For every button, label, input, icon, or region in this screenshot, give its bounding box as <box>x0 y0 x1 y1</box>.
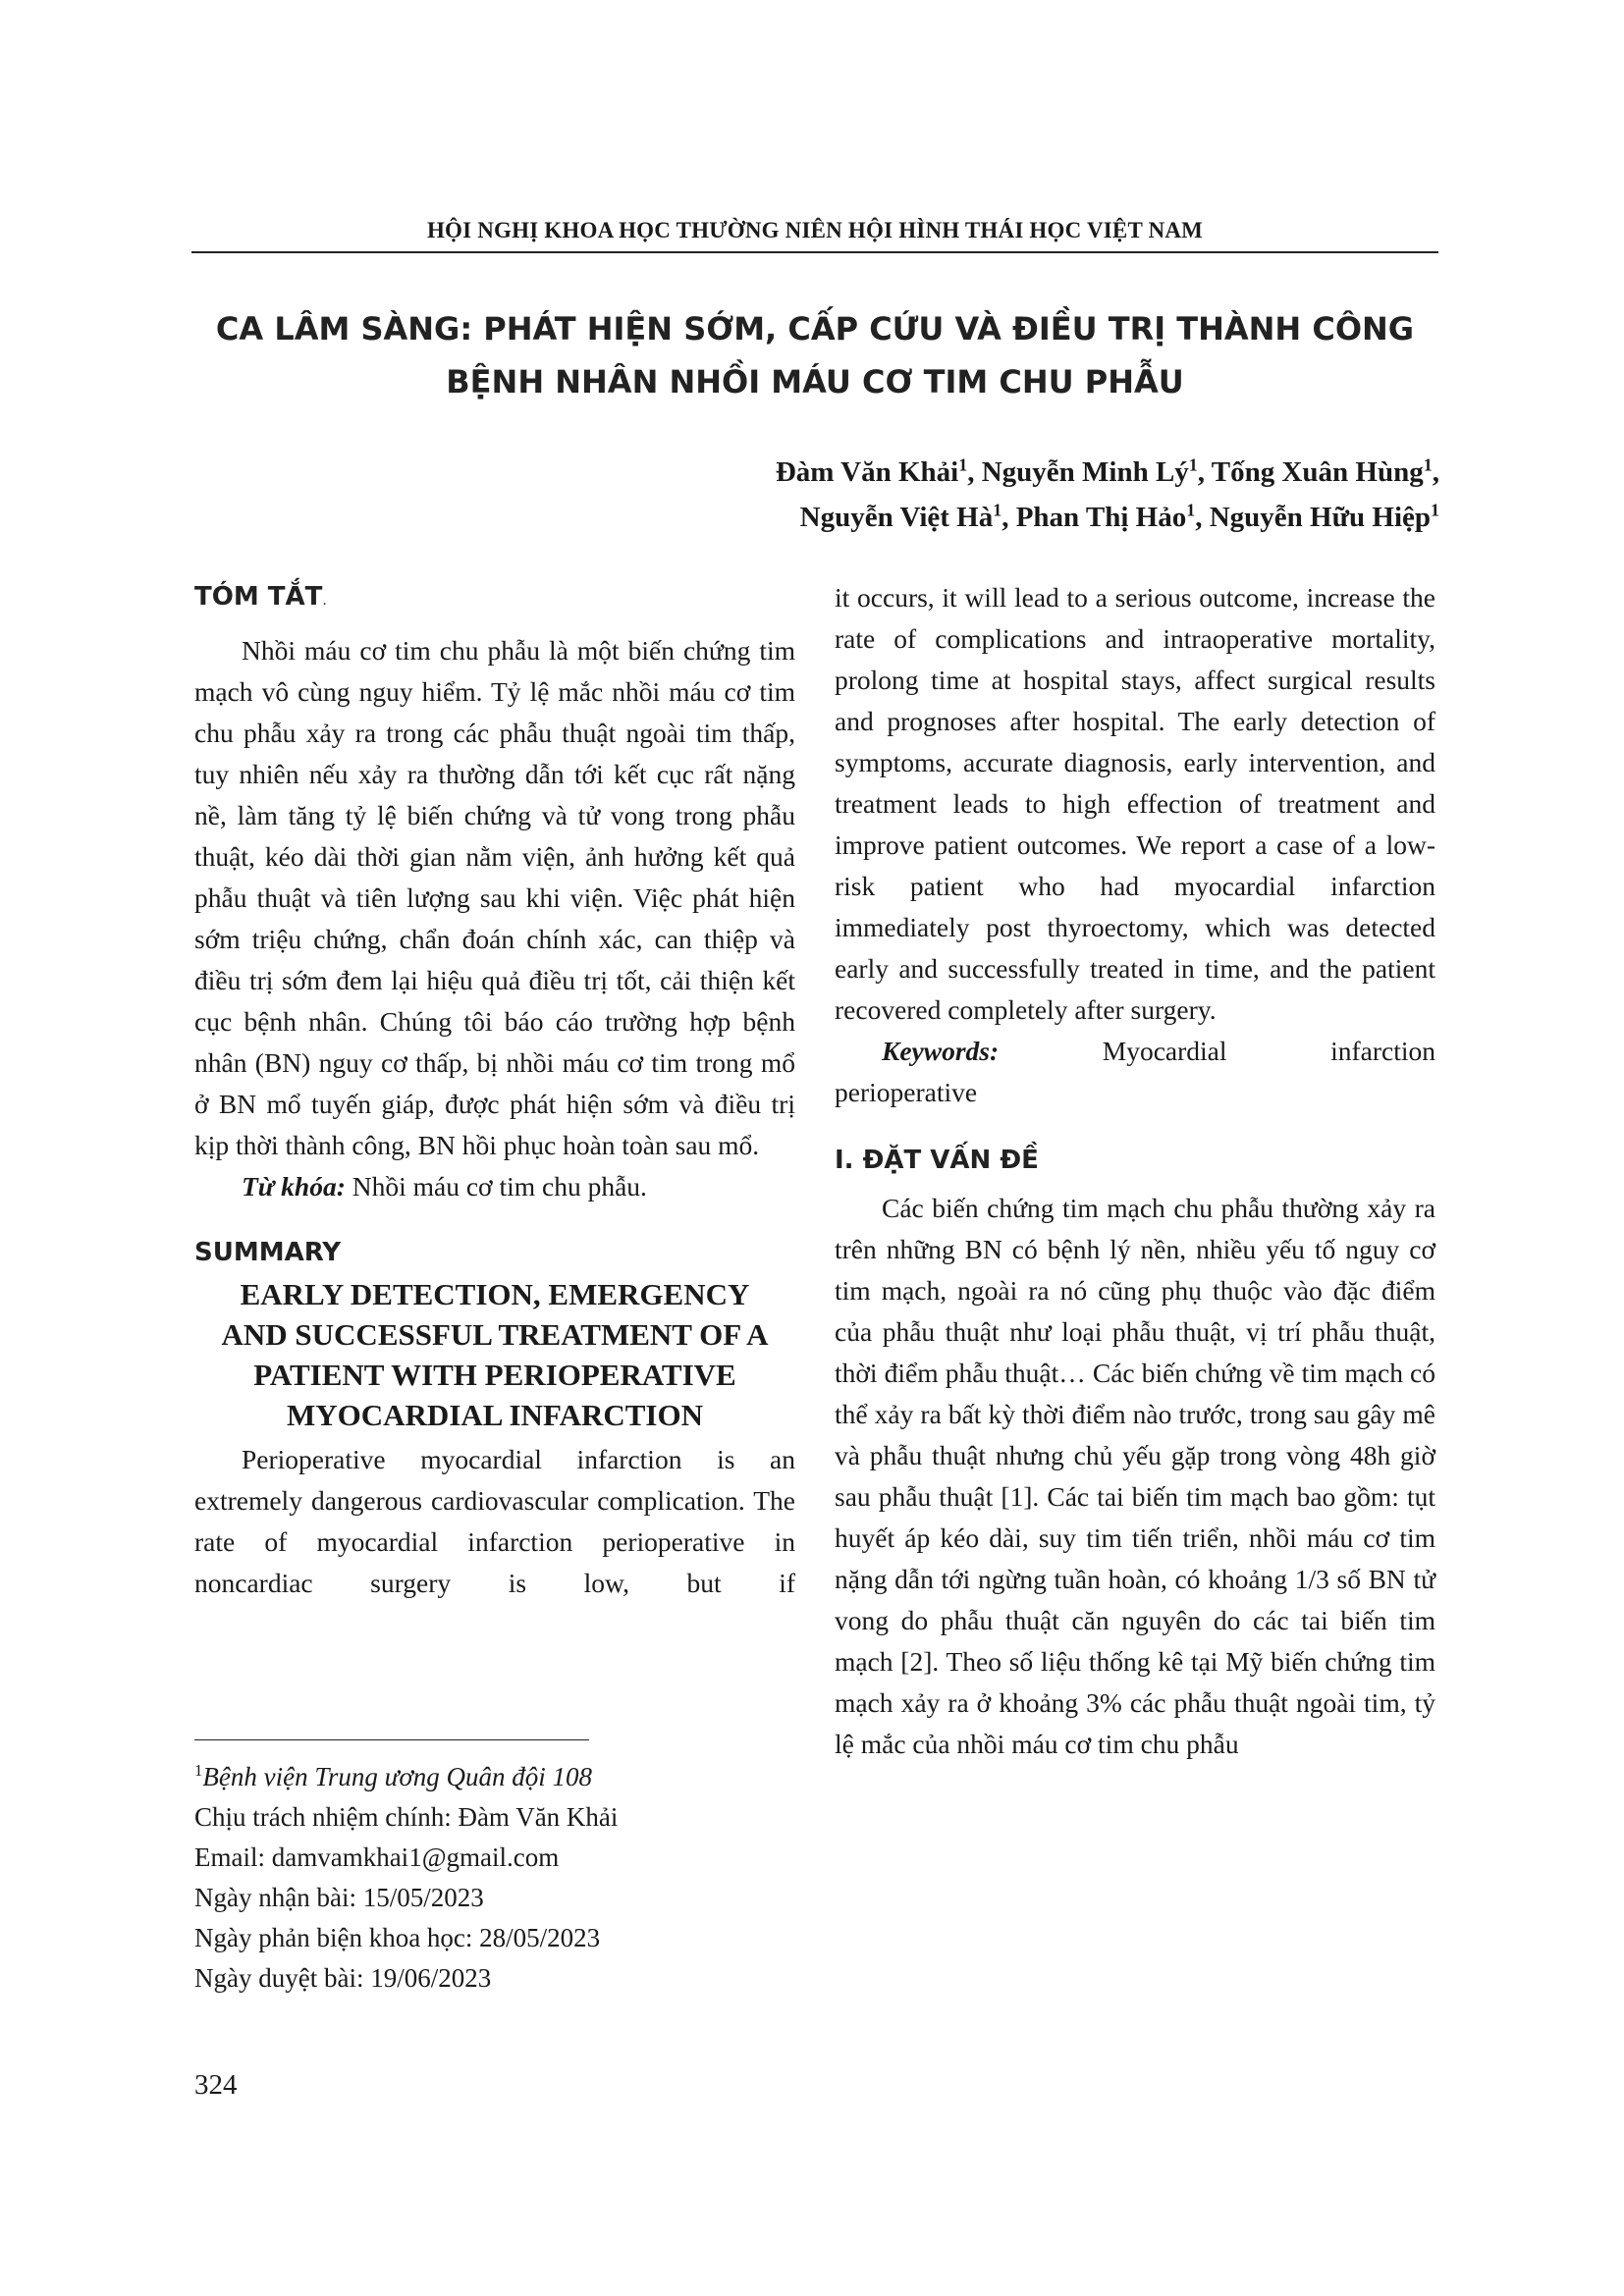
author-name: Nguyễn Việt Hà <box>799 502 994 533</box>
author-separator: , <box>1001 502 1016 533</box>
author-line-2 <box>776 495 1439 540</box>
author-name: Phan Thị Hảo <box>1015 502 1187 533</box>
section-body: Các biến chứng tim mạch chu phẫu thường xảy ra trên những BN có bệnh lý nền, nhiều yếu tố nguy cơ tim mạch, ngoài ra nó cũng phụ thuộc vào đặc điểm của phẫu thuật như loại phẫu thuật, vị trí phẫu thuật, thời điểm phẫu thuật… Các biến chứng về tim mạch có thể xảy ra bất kỳ thời điểm nào trước, trong sau gây mê và phẫu thuật nhưng chủ yếu gặp trong vòng 48h giờ sau phẫu thuật [1]. Các tai biến tim mạch bao gồm: tụt huyết áp kéo dài, suy tim tiến triển, nhồi máu cơ tim nặng dẫn tới ngừng tuần hoàn, có khoảng 1/3 số BN tử vong do phẫu thuật căn nguyên do các tai biến tim mạch [2]. Theo số liệu thống kê tại Mỹ biến chứng tim mạch xảy ra ở khoảng 3% các phẫu thuật ngoài tim, tỷ lệ mắc của nhồi máu cơ tim chu phẫu <box>835 1193 1435 1759</box>
author-name: Nguyễn Hữu Hiệp <box>1209 502 1432 533</box>
author-separator: , <box>1197 456 1212 488</box>
abstract-body: Nhồi máu cơ tim chu phẫu là một biến chứng tim mạch vô cùng nguy hiểm. Tỷ lệ mắc nhồi máu cơ tim chu phẫu xảy ra trong các phẫu thuật ngoài tim thấp, tuy nhiên nếu xảy ra thường dẫn tới kết cục rất nặng nề, làm tăng tỷ lệ biến chứng và tử vong trong phẫu thuật, kéo dài thời gian nằm viện, ảnh hưởng kết quả phẫu thuật và tiên lượng sau khi viện. Việc phát hiện sớm triệu chứng, chẩn đoán chính xác, can thiệp và điều trị sớm đem lại hiệu quả điều trị tốt, cải thiện kết cục bệnh nhân. Chúng tôi báo cáo trường hợp bệnh nhân (BN) nguy cơ thấp, bị nhồi máu cơ tim trong mổ ở BN mổ tuyến giáp, được phát hiện sớm và điều trị kịp thời thành công, BN hồi phục hoàn toàn sau mổ. <box>194 635 795 1160</box>
author-separator: , <box>1432 456 1439 488</box>
author-line-1 <box>776 450 1439 495</box>
abstract-heading-mark: . <box>322 593 327 609</box>
footnote-received: Ngày nhận bài: 15/05/2023 <box>194 1883 484 1912</box>
summary-heading: SUMMARY <box>194 1238 342 1267</box>
summary-body-part-2: it occurs, it will lead to a serious outcome, increase the rate of complications and intraoperative mortality, prolong time at hospital stays, affect surgical results and prognoses after hospital. The early detection of symptoms, accurate diagnosis, early intervention, and treatment leads to high effection of treatment and improve patient outcomes. We report a case of a low-risk patient who had myocardial infarction immediately post thyroectomy, which was detected early and successfully treated in time, and the patient recovered completely after surgery. <box>835 582 1435 1025</box>
abstract-heading <box>194 577 795 620</box>
affiliation-marker: 1 <box>993 500 1002 520</box>
summary-title <box>194 1274 795 1435</box>
article-title-line-1: CA LÂM SÀNG: PHÁT HIỆN SỚM, CẤP CỨU VÀ ĐIỀU TRỊ THÀNH CÔNG <box>215 310 1415 347</box>
footnote-email: Email: damvamkhai1@gmail.com <box>194 1842 560 1872</box>
affiliation-marker: 1 <box>1186 500 1196 520</box>
affiliation-marker: 1 <box>958 454 968 475</box>
affiliation-text: Bệnh viện Trung ương Quân đội 108 <box>202 1762 592 1791</box>
summary-title-line: PATIENT WITH PERIOPERATIVE <box>253 1358 736 1392</box>
footnote-corresponding: Chịu trách nhiệm chính: Đàm Văn Khải <box>194 1802 619 1832</box>
right-column <box>835 577 1435 1765</box>
author-list <box>776 450 1439 540</box>
summary-keywords <box>835 1031 1435 1072</box>
article-title-line-2: BỆNH NHÂN NHỒI MÁU CƠ TIM CHU PHẪU <box>446 363 1184 400</box>
footnote-affiliation <box>194 1757 618 1797</box>
footnote-rule <box>194 1739 589 1740</box>
keywords-label: Từ khóa: <box>242 1171 346 1201</box>
summary-title-line: AND SUCCESSFUL TREATMENT OF A <box>221 1317 769 1352</box>
author-name: Tống Xuân Hùng <box>1211 456 1424 488</box>
footnote-reviewed: Ngày phản biện khoa học: 28/05/2023 <box>194 1923 601 1952</box>
affiliation-marker: 1 <box>1423 454 1433 475</box>
page-number: 324 <box>194 2069 238 2101</box>
keywords-label: Keywords: <box>882 1036 1000 1066</box>
author-separator: , <box>1195 502 1210 533</box>
author-name: Nguyễn Minh Lý <box>981 456 1189 488</box>
keywords-text: Nhồi máu cơ tim chu phẫu. <box>352 1171 647 1201</box>
summary-body-part-1: Perioperative myocardial infarction is an extremely dangerous cardiovascular complication. The rate of myocardial infarction perioperative in noncardiac surgery is low, but if <box>194 1444 795 1598</box>
left-column <box>194 577 795 1604</box>
summary-title-line: MYOCARDIAL INFARCTION <box>287 1398 703 1432</box>
author-separator: , <box>967 456 982 488</box>
abstract-heading-text: TÓM TẮT <box>194 582 323 612</box>
affiliation-marker: 1 <box>194 1761 203 1780</box>
section-heading: I. ĐẶT VẤN ĐỀ <box>835 1146 1039 1175</box>
affiliation-marker: 1 <box>1188 454 1198 475</box>
abstract-keywords <box>194 1166 795 1207</box>
article-title <box>157 302 1473 408</box>
author-name: Đàm Văn Khải <box>775 456 959 488</box>
footnote-accepted: Ngày duyệt bài: 19/06/2023 <box>194 1963 492 1993</box>
summary-keywords-continued: perioperative <box>835 1077 978 1107</box>
header-rule <box>191 251 1438 253</box>
summary-title-line: EARLY DETECTION, EMERGENCY <box>240 1277 750 1311</box>
footnotes <box>194 1757 618 1999</box>
running-header: HỘI NGHỊ KHOA HỌC THƯỜNG NIÊN HỘI HÌNH THÁI HỌC VIỆT NAM <box>426 218 1204 242</box>
keywords-text: Myocardial infarction <box>1102 1036 1436 1066</box>
affiliation-marker: 1 <box>1431 500 1439 520</box>
